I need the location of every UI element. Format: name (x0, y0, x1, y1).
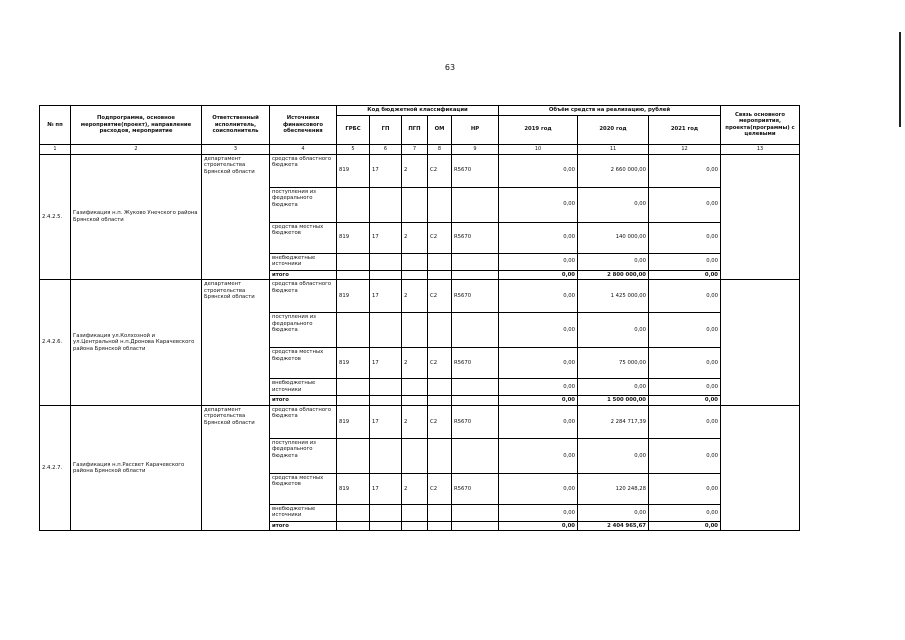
header-pgp: ПГП (402, 115, 428, 144)
pgp-cell (402, 504, 428, 521)
gp-cell: 17 (370, 473, 402, 504)
pgp-cell: 2 (402, 405, 428, 438)
amount-2019: 0,00 (499, 187, 578, 222)
header-nr: НР (452, 115, 499, 144)
header-executor: Ответственный исполнитель, соисполнитель (202, 106, 270, 145)
om-cell: С2 (428, 348, 452, 379)
source-name: средства областного бюджета (270, 154, 337, 187)
grbs-cell: 819 (337, 280, 370, 313)
link-cell (721, 154, 800, 280)
program-executor: департамент строительства Брянской области (202, 280, 270, 406)
gp-cell: 17 (370, 348, 402, 379)
source-name: средства областного бюджета (270, 280, 337, 313)
total-2019: 0,00 (499, 396, 578, 406)
amount-2020: 120 248,28 (578, 473, 649, 504)
nr-cell (452, 253, 499, 270)
link-cell (721, 405, 800, 531)
source-name: средства областного бюджета (270, 405, 337, 438)
nr-cell (452, 313, 499, 348)
amount-2020: 0,00 (578, 504, 649, 521)
amount-2020: 0,00 (578, 379, 649, 396)
grbs-cell (337, 187, 370, 222)
gp-cell: 17 (370, 222, 402, 253)
amount-2021: 0,00 (649, 473, 721, 504)
total-2020: 2 800 000,00 (578, 270, 649, 280)
column-numbers-row (40, 144, 800, 154)
grbs-cell (337, 313, 370, 348)
gp-cell: 17 (370, 280, 402, 313)
header-gp: ГП (370, 115, 402, 144)
column-number: 2 (71, 144, 202, 154)
amount-2021: 0,00 (649, 222, 721, 253)
table-header (40, 106, 800, 155)
table-row (40, 405, 800, 438)
om-cell (428, 379, 452, 396)
pgp-cell (402, 253, 428, 270)
total-2019: 0,00 (499, 270, 578, 280)
om-cell: С2 (428, 280, 452, 313)
pgp-cell (402, 379, 428, 396)
amount-2021: 0,00 (649, 154, 721, 187)
amount-2019: 0,00 (499, 313, 578, 348)
amount-2021: 0,00 (649, 348, 721, 379)
amount-2019: 0,00 (499, 280, 578, 313)
total-2021: 0,00 (649, 396, 721, 406)
amount-2020: 1 425 000,00 (578, 280, 649, 313)
amount-2019: 0,00 (499, 379, 578, 396)
header-2021: 2021 год (649, 115, 721, 144)
grbs-cell: 819 (337, 154, 370, 187)
pgp-cell: 2 (402, 348, 428, 379)
header-2019: 2019 год (499, 115, 578, 144)
link-cell (721, 280, 800, 406)
gp-cell (370, 187, 402, 222)
om-cell: С2 (428, 154, 452, 187)
program-name: Газификация ул.Колхозной и ул.Центральной н.п.Дронова Карачевского района Брянской области (71, 280, 202, 406)
nr-cell: R5670 (452, 405, 499, 438)
header-om: ОМ (428, 115, 452, 144)
amount-2021: 0,00 (649, 187, 721, 222)
total-2019: 0,00 (499, 521, 578, 531)
grbs-cell (337, 438, 370, 473)
grbs-cell: 819 (337, 405, 370, 438)
budget-table (39, 105, 800, 531)
column-number: 8 (428, 144, 452, 154)
amount-2021: 0,00 (649, 438, 721, 473)
nr-cell (452, 504, 499, 521)
program-executor: департамент строительства Брянской области (202, 154, 270, 280)
amount-2021: 0,00 (649, 313, 721, 348)
gp-cell (370, 379, 402, 396)
amount-2020: 75 000,00 (578, 348, 649, 379)
amount-2019: 0,00 (499, 253, 578, 270)
grbs-cell: 819 (337, 222, 370, 253)
column-number: 9 (452, 144, 499, 154)
total-label: итого (270, 521, 337, 531)
source-name: поступления из федерального бюджета (270, 187, 337, 222)
program-num: 2.4.2.7. (40, 405, 71, 531)
gp-cell: 17 (370, 154, 402, 187)
pgp-cell (402, 313, 428, 348)
amount-2020: 2 660 000,00 (578, 154, 649, 187)
program-group (40, 154, 800, 280)
grbs-cell (337, 253, 370, 270)
table-row (40, 280, 800, 313)
gp-cell (370, 253, 402, 270)
nr-cell (452, 438, 499, 473)
pgp-cell: 2 (402, 473, 428, 504)
amount-2019: 0,00 (499, 222, 578, 253)
source-name: поступления из федерального бюджета (270, 313, 337, 348)
amount-2020: 0,00 (578, 187, 649, 222)
column-number: 7 (402, 144, 428, 154)
nr-cell (452, 187, 499, 222)
program-group (40, 280, 800, 406)
nr-cell: R5670 (452, 154, 499, 187)
nr-cell: R5670 (452, 222, 499, 253)
source-name: внебюджетные источники (270, 504, 337, 521)
source-name: средства местных бюджетов (270, 222, 337, 253)
amount-2020: 140 000,00 (578, 222, 649, 253)
header-2020: 2020 год (578, 115, 649, 144)
column-number: 3 (202, 144, 270, 154)
amount-2019: 0,00 (499, 154, 578, 187)
amount-2021: 0,00 (649, 253, 721, 270)
amount-2020: 0,00 (578, 253, 649, 270)
amount-2021: 0,00 (649, 280, 721, 313)
header-sources: Источники финансового обеспечения (270, 106, 337, 145)
program-group (40, 405, 800, 531)
amount-2019: 0,00 (499, 405, 578, 438)
pgp-cell: 2 (402, 222, 428, 253)
grbs-cell (337, 379, 370, 396)
column-number: 11 (578, 144, 649, 154)
nr-cell (452, 379, 499, 396)
column-number: 10 (499, 144, 578, 154)
program-num: 2.4.2.6. (40, 280, 71, 406)
total-2021: 0,00 (649, 521, 721, 531)
pgp-cell: 2 (402, 154, 428, 187)
total-2021: 0,00 (649, 270, 721, 280)
column-number: 4 (270, 144, 337, 154)
amount-2020: 0,00 (578, 438, 649, 473)
header-link: Связь основного мероприятия, проекта(программы) с целевыми (721, 106, 800, 145)
program-executor: департамент строительства Брянской области (202, 405, 270, 531)
gp-cell (370, 504, 402, 521)
pgp-cell: 2 (402, 280, 428, 313)
header-funds: Объём средств на реализацию, рублей (499, 106, 721, 116)
margin-bar (899, 32, 901, 127)
amount-2021: 0,00 (649, 504, 721, 521)
page-number: 63 (444, 63, 456, 72)
amount-2019: 0,00 (499, 473, 578, 504)
gp-cell (370, 438, 402, 473)
amount-2019: 0,00 (499, 504, 578, 521)
pgp-cell (402, 438, 428, 473)
amount-2019: 0,00 (499, 438, 578, 473)
om-cell: С2 (428, 405, 452, 438)
gp-cell: 17 (370, 405, 402, 438)
header-program: Подпрограмма, основное мероприятие(проект), направление расходов, мероприятие (71, 106, 202, 145)
total-label: итого (270, 396, 337, 406)
nr-cell: R5670 (452, 473, 499, 504)
amount-2020: 0,00 (578, 313, 649, 348)
om-cell (428, 187, 452, 222)
total-2020: 2 404 965,67 (578, 521, 649, 531)
header-budget-code: Код бюджетной классификации (337, 106, 499, 116)
source-name: средства местных бюджетов (270, 348, 337, 379)
nr-cell: R5670 (452, 348, 499, 379)
amount-2019: 0,00 (499, 348, 578, 379)
source-name: средства местных бюджетов (270, 473, 337, 504)
program-name: Газификация н.п. Жуково Унечского района Брянской области (71, 154, 202, 280)
total-2020: 1 500 000,00 (578, 396, 649, 406)
gp-cell (370, 313, 402, 348)
om-cell (428, 504, 452, 521)
header-num: № пп (40, 106, 71, 145)
source-name: внебюджетные источники (270, 379, 337, 396)
header-grbs: ГРБС (337, 115, 370, 144)
column-number: 6 (370, 144, 402, 154)
total-label: итого (270, 270, 337, 280)
om-cell (428, 253, 452, 270)
column-number: 12 (649, 144, 721, 154)
om-cell: С2 (428, 473, 452, 504)
amount-2020: 2 284 717,39 (578, 405, 649, 438)
grbs-cell: 819 (337, 473, 370, 504)
program-num: 2.4.2.5. (40, 154, 71, 280)
grbs-cell: 819 (337, 348, 370, 379)
om-cell: С2 (428, 222, 452, 253)
source-name: поступления из федерального бюджета (270, 438, 337, 473)
table-row (40, 154, 800, 187)
column-number: 5 (337, 144, 370, 154)
amount-2021: 0,00 (649, 405, 721, 438)
source-name: внебюджетные источники (270, 253, 337, 270)
column-number: 1 (40, 144, 71, 154)
amount-2021: 0,00 (649, 379, 721, 396)
nr-cell: R5670 (452, 280, 499, 313)
pgp-cell (402, 187, 428, 222)
column-number: 13 (721, 144, 800, 154)
om-cell (428, 313, 452, 348)
om-cell (428, 438, 452, 473)
program-name: Газификация н.п.Рассвет Карачевского района Брянской области (71, 405, 202, 531)
grbs-cell (337, 504, 370, 521)
